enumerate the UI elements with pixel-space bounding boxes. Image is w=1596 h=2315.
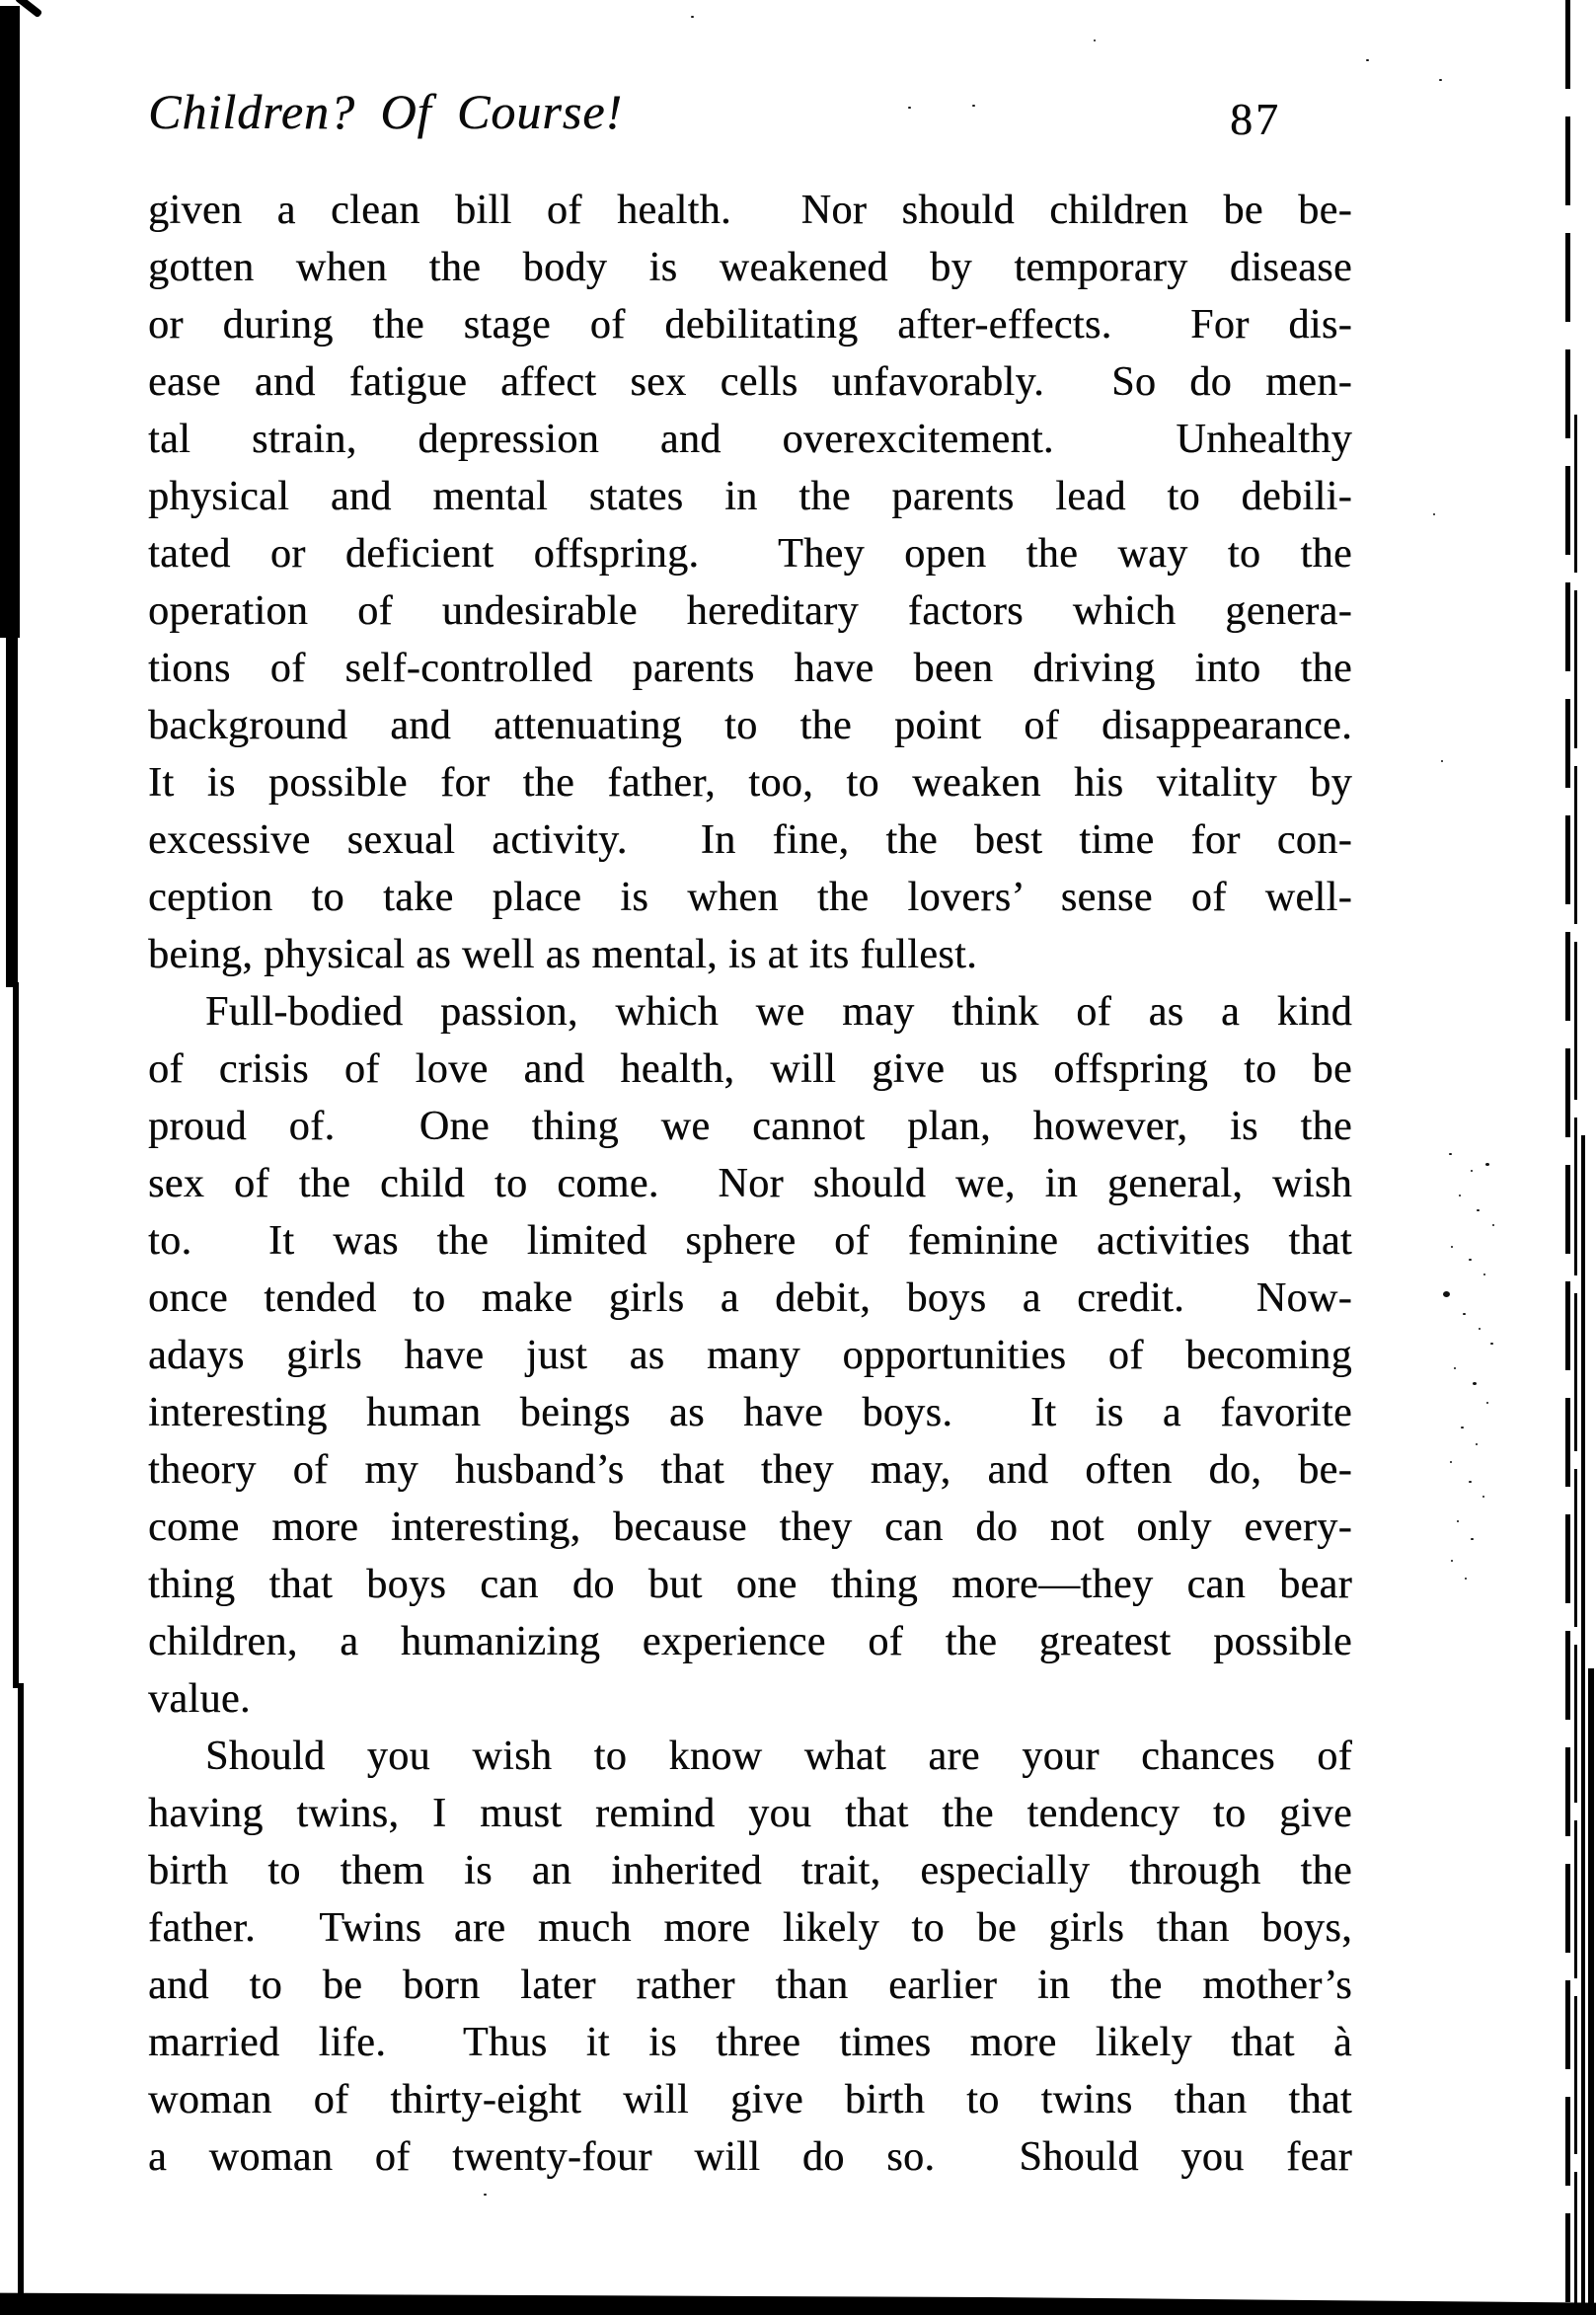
text-line: gotten when the body is weakened by temporary disease — [148, 245, 1352, 290]
text-line: come more interesting, because they can do not only every- — [148, 1505, 1352, 1550]
text-line: background and attenuating to the point of disappearance. — [148, 703, 1352, 748]
dust-speck — [1450, 1461, 1452, 1463]
text-line: father. Twins are much more likely to be girls than boys, — [148, 1905, 1352, 1951]
dust-speck — [1459, 1195, 1461, 1196]
scan-page-edge-line — [1588, 1668, 1594, 2315]
scan-gutter-bar — [18, 1683, 24, 2315]
text-line: value. — [148, 1676, 251, 1722]
scan-bottom-band — [0, 2284, 1596, 2315]
text-line: operation of undesirable hereditary factors which genera- — [148, 588, 1352, 634]
text-line: interesting human beings as have boys. It is a favorite — [148, 1390, 1352, 1435]
dust-speck — [1469, 1481, 1472, 1483]
dust-speck — [972, 105, 975, 107]
text-line: adays girls have just as many opportunities of becoming — [148, 1333, 1352, 1378]
dust-speck — [908, 107, 911, 109]
text-line: excessive sexual activity. In fine, the best time for con- — [148, 817, 1352, 863]
text-line: birth to them is an inherited trait, especially through the — [148, 1848, 1352, 1893]
dust-speck — [1490, 1343, 1493, 1345]
dust-speck — [1492, 1224, 1494, 1226]
dust-speck — [484, 2194, 487, 2196]
text-line: given a clean bill of health. Nor should children be be- — [148, 188, 1352, 233]
text-line: tal strain, depression and overexcitement. Unhealthy — [148, 417, 1352, 462]
dust-speck — [1465, 1578, 1467, 1580]
dust-speck — [1479, 1328, 1481, 1330]
dust-speck — [1454, 1367, 1456, 1369]
text-line: It is possible for the father, too, to weaken his vitality by — [148, 760, 1352, 806]
text-line: to. It was the limited sphere of feminine activities that — [148, 1218, 1352, 1264]
scan-gutter-bar — [0, 6, 20, 638]
dust-speck — [1461, 1427, 1464, 1428]
dust-speck — [1457, 1520, 1459, 1522]
dust-speck — [1451, 1246, 1453, 1248]
dust-speck — [1433, 513, 1435, 515]
scan-page-edge-line — [1574, 415, 1577, 2315]
dust-speck — [1439, 79, 1442, 81]
dust-speck — [1094, 39, 1096, 41]
text-line: Should you wish to know what are your chances of — [205, 1734, 1352, 1779]
dust-speck — [1483, 1273, 1485, 1275]
text-line: of crisis of love and health, will give us offspring to be — [148, 1046, 1352, 1092]
scan-page-edge-line — [1565, 0, 1570, 2315]
dust-speck — [1443, 1291, 1450, 1297]
page-number: 87 — [1230, 94, 1281, 144]
dust-speck — [1469, 1259, 1472, 1261]
text-line: a woman of twenty-four will do so. Should you fear — [148, 2134, 1352, 2180]
text-line: theory of my husband’s that they may, and often do, be- — [148, 1447, 1352, 1493]
dust-speck — [1476, 1443, 1478, 1445]
text-line: proud of. One thing we cannot plan, however, is the — [148, 1104, 1352, 1149]
paragraph — [148, 182, 1352, 983]
text-line: sex of the child to come. Nor should we, in general, wish — [148, 1161, 1352, 1206]
dust-speck — [1477, 1209, 1480, 1211]
dust-speck — [1451, 1560, 1453, 1562]
text-line: thing that boys can do but one thing more—they can bear — [148, 1562, 1352, 1607]
text-line: tated or deficient offspring. They open the way to the — [148, 531, 1352, 577]
text-line: physical and mental states in the parents lead to debili- — [148, 474, 1352, 519]
text-line: Full-bodied passion, which we may think of as a kind — [205, 989, 1352, 1035]
text-line: or during the stage of debilitating after-effects. For dis- — [148, 302, 1352, 347]
dust-speck — [1366, 59, 1369, 61]
paragraph — [148, 983, 1352, 1728]
text-line: once tended to make girls a debit, boys a credit. Now- — [148, 1275, 1352, 1321]
dust-speck — [1471, 1170, 1473, 1172]
dust-speck — [1485, 1163, 1489, 1166]
text-line: and to be born later rather than earlier in the mother’s — [148, 1963, 1352, 2008]
dust-speck — [1471, 1538, 1474, 1540]
dust-speck — [1486, 1402, 1488, 1404]
page-body — [148, 182, 1352, 2186]
text-line: woman of thirty-eight will give birth to twins than that — [148, 2077, 1352, 2122]
text-line: married life. Thus it is three times more likely that à — [148, 2020, 1352, 2065]
paragraph — [148, 1728, 1352, 2186]
scan-gutter-bar — [6, 632, 18, 987]
text-line: tions of self-controlled parents have been driving into the — [148, 646, 1352, 691]
text-line: ease and fatigue affect sex cells unfavorably. So do men- — [148, 359, 1352, 405]
dust-speck — [1441, 760, 1443, 762]
text-line: children, a humanizing experience of the greatest possible — [148, 1619, 1352, 1664]
scan-gutter-bar — [13, 982, 19, 1688]
dust-speck — [1449, 1153, 1452, 1155]
dust-speck — [691, 16, 694, 18]
dust-speck — [1482, 1496, 1484, 1498]
running-header-title: Children? Of Course! — [148, 84, 624, 139]
text-line: being, physical as well as mental, is at its fullest. — [148, 932, 978, 977]
dust-speck — [1473, 1382, 1477, 1385]
dust-speck — [1463, 1313, 1466, 1315]
text-line: ception to take place is when the lovers’ sense of well- — [148, 875, 1352, 920]
text-line: having twins, I must remind you that the tendency to give — [148, 1791, 1352, 1836]
scan-page-edge-line — [1581, 1135, 1585, 2315]
